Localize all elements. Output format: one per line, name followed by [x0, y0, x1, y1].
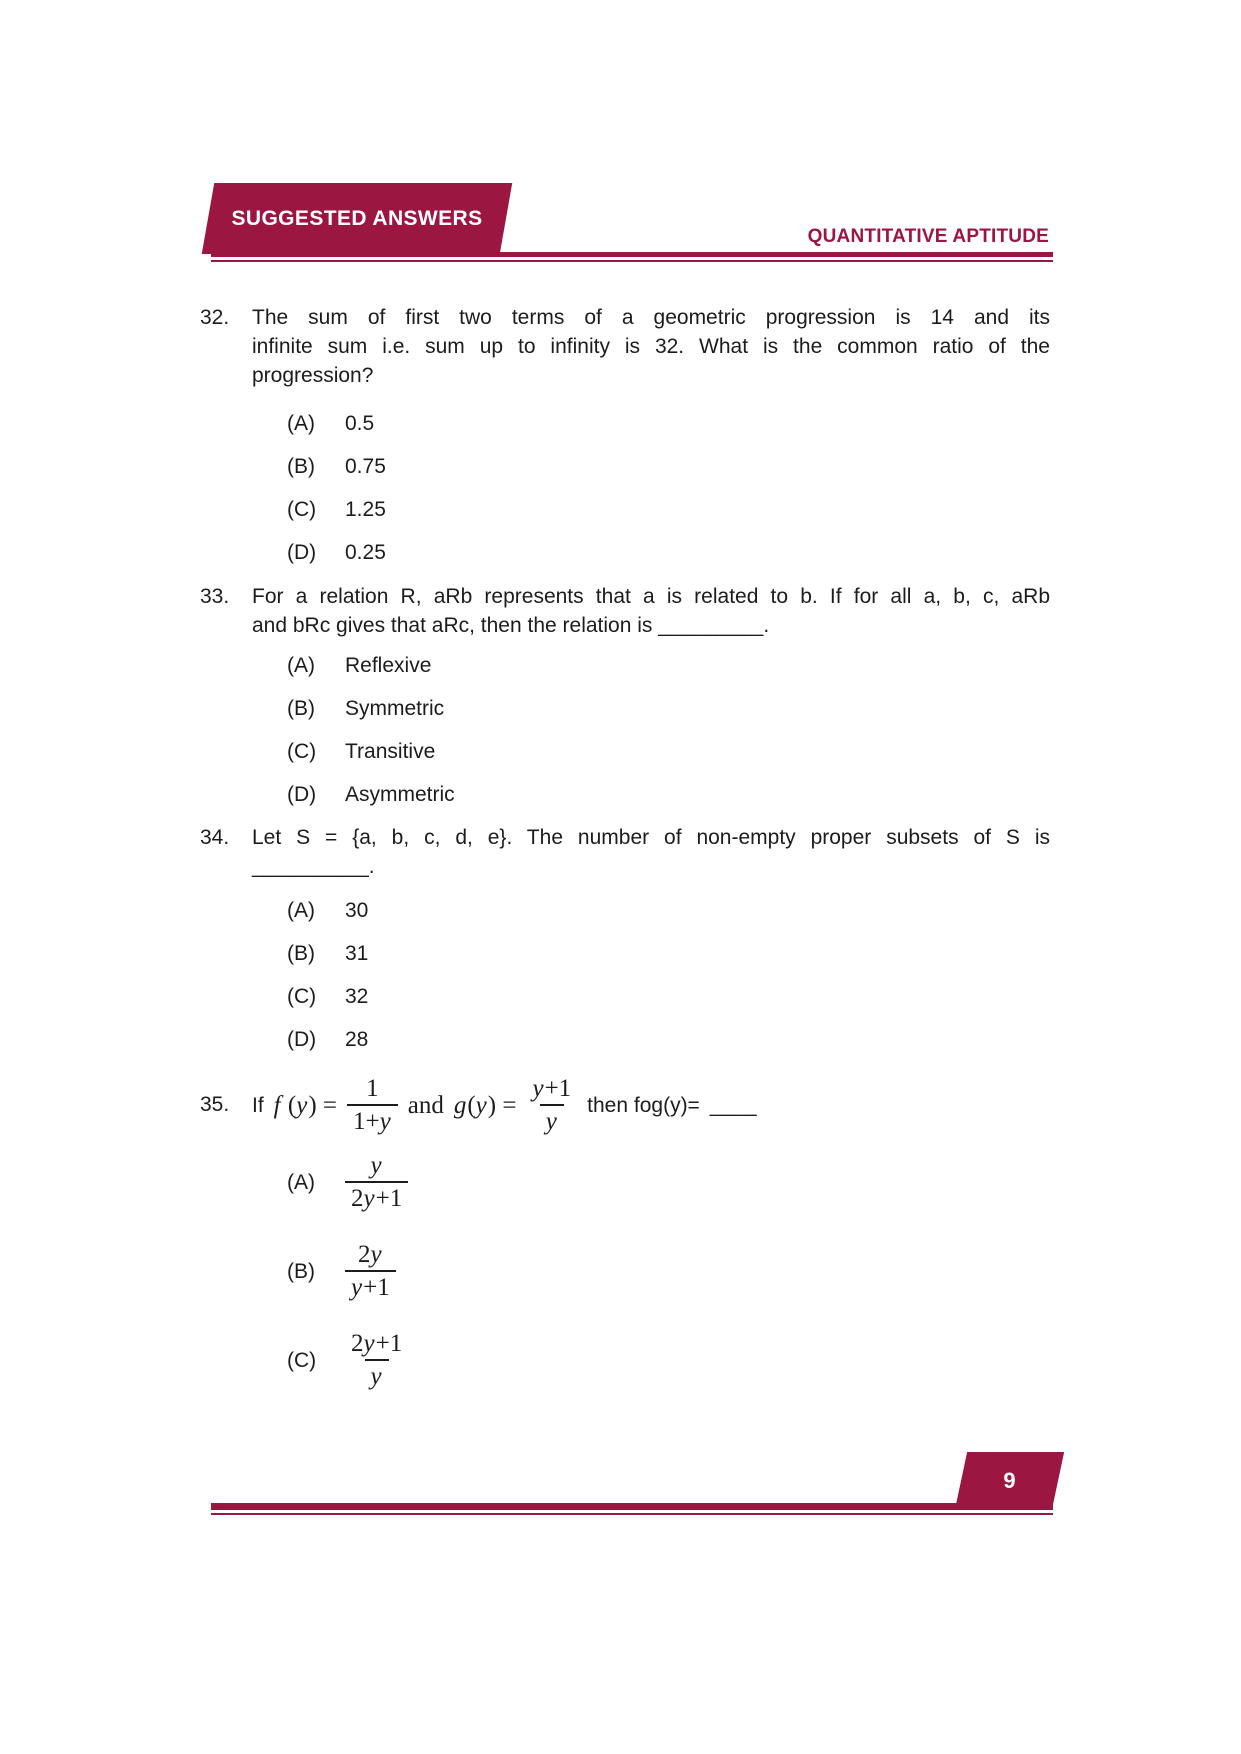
question-number: 32. [200, 306, 230, 329]
question-32 [200, 303, 1050, 583]
option-row [252, 540, 1050, 566]
question-number: 34. [200, 826, 230, 849]
options-list [252, 411, 1050, 566]
fraction-numerator: 2y+1 [351, 1330, 403, 1357]
banner-title: SUGGESTED ANSWERS [231, 206, 483, 230]
math-outro: then fog(y)= [587, 1093, 700, 1117]
option-label: (B) [287, 697, 315, 720]
math-g-label: g(y) = [453, 1091, 517, 1119]
fraction-denominator: 1+y [347, 1104, 398, 1137]
option-row [252, 739, 1050, 765]
option-label: (D) [287, 783, 317, 806]
fraction-numerator: 1 [366, 1074, 379, 1102]
option-row [200, 1151, 1050, 1214]
math-intro: If [252, 1093, 264, 1117]
option-value: 32 [345, 985, 369, 1008]
option-value: 0.25 [345, 541, 386, 564]
option-row [252, 696, 1050, 722]
option-value: 31 [345, 942, 369, 965]
fraction-numerator: 2y [358, 1241, 382, 1268]
option-value: 0.75 [345, 455, 386, 478]
option-row [252, 653, 1050, 679]
option-label: (C) [287, 985, 317, 1008]
option-row [252, 941, 1050, 967]
option-value: 28 [345, 1028, 369, 1051]
option-label: (B) [287, 455, 315, 478]
question-text-line: The sum of first two terms of a geometric progression is 14 and its [252, 306, 1050, 329]
option-row [252, 898, 1050, 924]
question-35 [200, 1073, 1050, 1137]
question-math-line [252, 1073, 1050, 1137]
option-value: 0.5 [345, 412, 375, 435]
option-label: (A) [287, 654, 315, 677]
footer-rule-thin [211, 1513, 1053, 1515]
question-text-line: progression? [252, 364, 374, 387]
question-35-options [200, 1151, 1050, 1418]
math-fraction [347, 1074, 398, 1137]
option-row [252, 411, 1050, 437]
option-label: (D) [287, 1028, 317, 1051]
options-list [252, 898, 1050, 1053]
option-label: (C) [287, 1348, 317, 1372]
option-value: Reflexive [345, 654, 432, 677]
question-34 [200, 823, 1050, 1070]
math-fraction [345, 1329, 408, 1392]
question-text-line: For a relation R, aRb represents that a is related to b. If for all a, b, c, aRb [252, 585, 1050, 608]
math-fraction [526, 1074, 577, 1137]
option-label: (A) [287, 899, 315, 922]
fraction-denominator: 2y+1 [345, 1181, 408, 1214]
option-value: 30 [345, 899, 369, 922]
option-label: (C) [287, 740, 317, 763]
page-number: 9 [1003, 1468, 1016, 1493]
option-value: 1.25 [345, 498, 386, 521]
fraction-denominator: y [365, 1359, 389, 1392]
option-label: (B) [287, 942, 315, 965]
question-text-line: infinite sum i.e. sum up to infinity is 32. What is the common ratio of the [252, 335, 1050, 358]
options-list [252, 653, 1050, 808]
option-label: (A) [287, 412, 315, 435]
math-and-word: and [407, 1091, 444, 1119]
option-label: (A) [287, 1170, 315, 1194]
question-text-line: and bRc gives that aRc, then the relation is _________. [252, 614, 770, 637]
option-row [200, 1329, 1050, 1392]
fraction-numerator: y [370, 1152, 382, 1179]
fraction-denominator: y [540, 1104, 564, 1137]
option-label: (C) [287, 498, 317, 521]
question-number: 33. [200, 585, 230, 608]
option-label: (D) [287, 541, 317, 564]
option-row [200, 1240, 1050, 1303]
page-number-box [961, 1452, 1058, 1510]
option-row [252, 497, 1050, 523]
question-33 [200, 582, 1050, 825]
math-fraction [345, 1240, 396, 1303]
question-number: 35. [200, 1093, 230, 1116]
header-rule-thin [211, 260, 1053, 262]
question-text-line: __________. [252, 855, 375, 878]
option-row [252, 984, 1050, 1010]
math-fraction [345, 1151, 408, 1214]
option-row [252, 782, 1050, 808]
option-row [252, 454, 1050, 480]
option-value: Symmetric [345, 697, 445, 720]
fraction-numerator: y+1 [532, 1074, 572, 1102]
question-text-line: Let S = {a, b, c, d, e}. The number of non-empty proper subsets of S is [252, 826, 1050, 849]
option-value: Asymmetric [345, 783, 455, 806]
option-row [252, 1027, 1050, 1053]
option-label: (B) [287, 1259, 315, 1283]
option-value: Transitive [345, 740, 436, 763]
footer-rule-thick [211, 1503, 1053, 1510]
fraction-denominator: y+1 [345, 1270, 396, 1303]
section-title: QUANTITATIVE APTITUDE [807, 226, 1049, 247]
answer-blank: ____ [709, 1093, 757, 1117]
math-f-label: f (y) = [273, 1091, 337, 1119]
header-banner [208, 183, 506, 254]
